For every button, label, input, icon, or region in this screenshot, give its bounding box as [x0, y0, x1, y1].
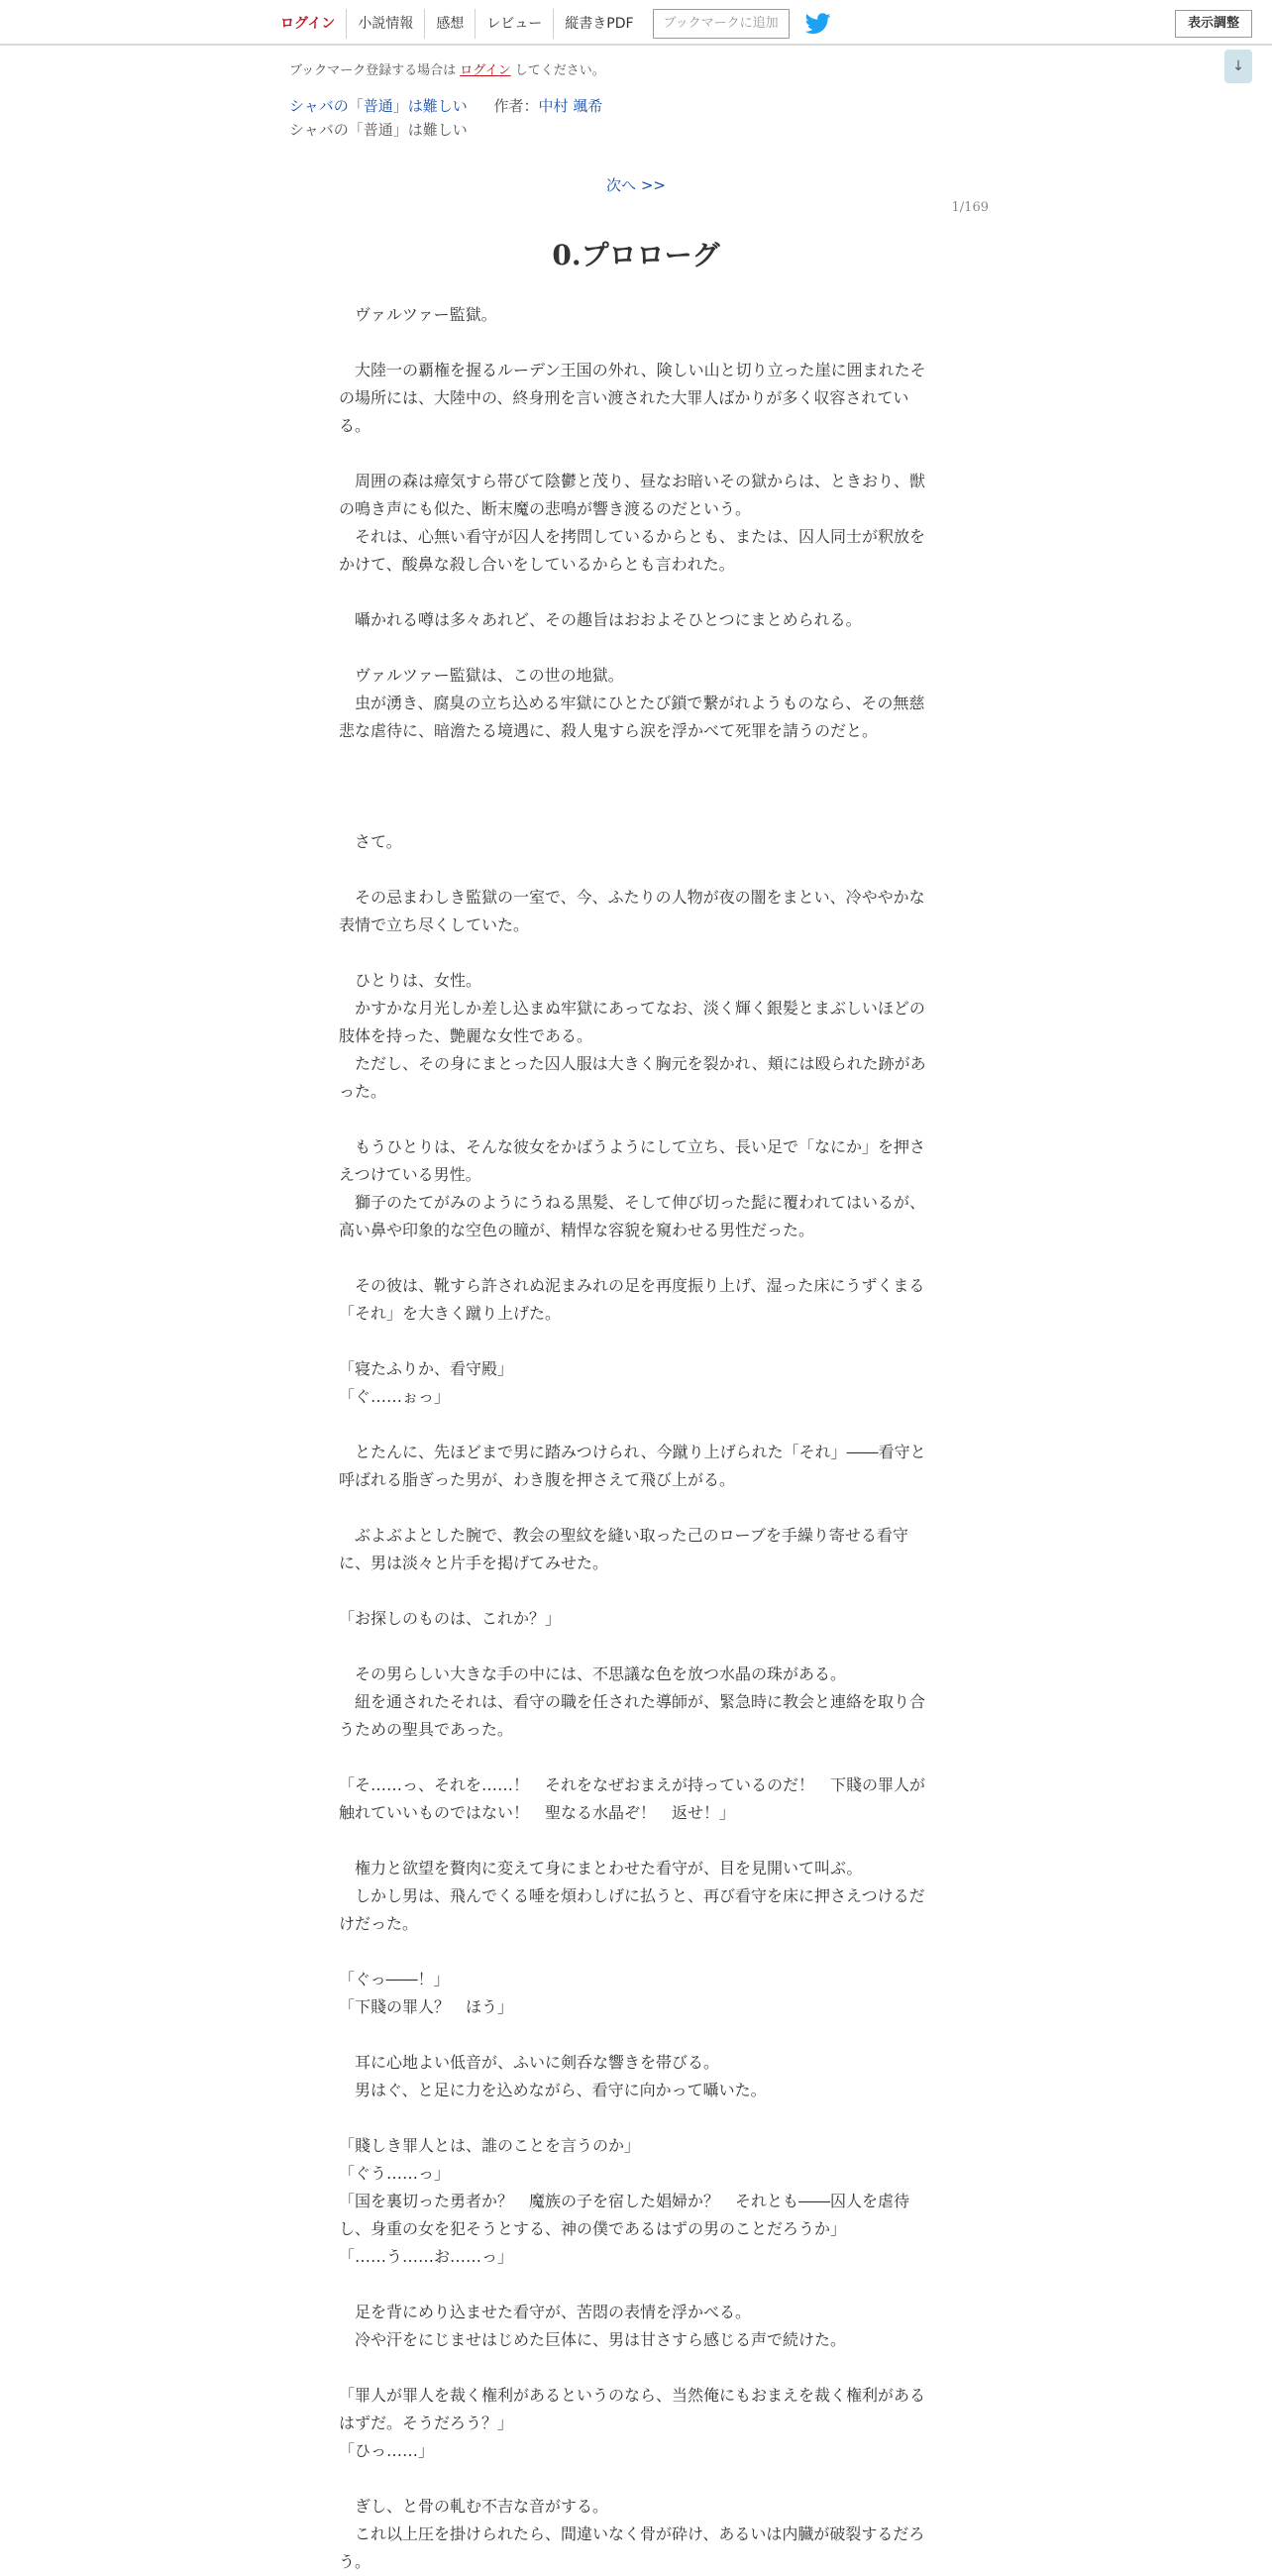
body-paragraph: 「……う……お……っ」	[339, 2247, 514, 2266]
body-paragraph	[339, 1411, 929, 1439]
body-paragraph: 「寝たふりか、看守殿」	[339, 1359, 514, 1378]
body-paragraph: ぶよぶよとした腕で、教会の聖紋を縫い取った己のローブを手繰り寄せる看守に、男は淡々と片手を掲げてみせた。	[339, 1526, 908, 1572]
body-paragraph: 「ぐう……っ」	[339, 2164, 451, 2183]
body-paragraph: その男らしい大きな手の中には、不思議な色を放つ水晶の珠がある。	[339, 1664, 847, 1683]
body-paragraph	[339, 1328, 929, 1355]
chapter-title: 0.プロローグ	[552, 239, 720, 271]
body-paragraph: とたんに、先ほどまで男に踏みつけられ、今蹴り上げられた「それ」――看守と呼ばれる脂ぎった男が、わき腹を押さえて飛び上がる。	[339, 1443, 926, 1489]
body-paragraph: 「下賤の罪人？ ほう」	[339, 1997, 514, 2016]
body-paragraph: もうひとりは、そんな彼女をかばうようにして立ち、長い足で「なにか」を押さえつけている男性。	[339, 1137, 926, 1184]
body-paragraph: ぎし、と骨の軋む不吉な音がする。	[339, 2497, 609, 2516]
body-paragraph: しかし男は、飛んでくる唾を煩わしげに払うと、再び看守を床に押さえつけるだけだった。	[339, 1886, 925, 1933]
body-paragraph: 囁かれる噂は多々あれど、その趣旨はおおよそひとつにまとめられる。	[339, 610, 862, 629]
page-counter: 1/169	[951, 200, 989, 215]
add-bookmark-button[interactable]: ブックマークに追加	[653, 9, 790, 39]
top-navigation-bar	[0, 0, 1272, 46]
body-paragraph: これ以上圧を掛けられたら、間違いなく骨が砕け、あるいは内臓が破裂するだろう。	[339, 2524, 925, 2571]
body-paragraph	[339, 1494, 929, 1522]
body-paragraph	[339, 1827, 929, 1855]
body-paragraph: ただし、その身にまとった囚人服は大きく胸元を裂かれ、頬には殴られた跡があった。	[339, 1054, 926, 1101]
body-paragraph: ヴァルツァー監獄は、この世の地獄。	[339, 666, 624, 685]
body-paragraph: 「罪人が罪人を裁く権利があるというのなら、当然俺にもおまえを裁く権利があるはずだ。そうだろう？」	[339, 2386, 926, 2432]
body-paragraph: 足を背にめり込ませた看守が、苦悶の表情を浮かべる。	[339, 2303, 752, 2321]
body-paragraph: ひとりは、女性。	[339, 971, 482, 990]
twitter-bird-icon[interactable]	[805, 13, 831, 35]
author-label: 作者：	[493, 97, 539, 115]
body-paragraph	[339, 2021, 929, 2049]
body-paragraph: 紐を通されたそれは、看守の職を任された導師が、緊急時に教会と連絡を取り合うための聖具であった。	[339, 1692, 926, 1739]
nav-review-link[interactable]: レビュー	[475, 9, 553, 39]
body-paragraph: その忌まわしき監獄の一室で、今、ふたりの人物が夜の闇をまとい、冷ややかな表情で立ち尽くしていた。	[339, 888, 925, 934]
body-paragraph: 男はぐ、と足に力を込めながら、看守に向かって囁いた。	[339, 2081, 767, 2099]
body-paragraph	[339, 440, 929, 468]
chapter-group-title: シャバの「普通」は難しい	[289, 121, 468, 139]
body-paragraph: 大陸一の覇権を握るルーデン王国の外れ、険しい山と切り立った崖に囲まれたその場所には、大陸中の、終身刑を言い渡された大罪人ばかりが多く収容されている。	[339, 361, 926, 435]
main-nav	[269, 8, 831, 40]
body-paragraph	[339, 801, 929, 828]
body-paragraph: ヴァルツァー監獄。	[339, 305, 497, 324]
body-paragraph: 冷や汗をにじませはじめた巨体に、男は甘さすら感じる声で続けた。	[339, 2330, 847, 2349]
body-paragraph	[339, 634, 929, 662]
body-paragraph	[339, 745, 929, 773]
body-paragraph: 「賤しき罪人とは、誰のことを言うのか」	[339, 2136, 641, 2155]
body-paragraph	[339, 2354, 929, 2382]
notice-suffix: してください。	[514, 63, 605, 78]
body-paragraph	[339, 1633, 929, 1661]
chapter-body	[339, 301, 929, 2576]
body-paragraph: 「そ……っ、それを……！ それをなぜおまえが持っているのだ！ 下賤の罪人が触れていいものではない！ 聖なる水晶ぞ！ 返せ！」	[339, 1775, 926, 1822]
body-paragraph	[339, 2271, 929, 2299]
body-paragraph: 「お探しのものは、これか？」	[339, 1609, 562, 1628]
body-paragraph: 虫が湧き、腐臭の立ち込める牢獄にひとたび鎖で繋がれようものなら、その無慈悲な虐待に、暗澹たる境遇に、殺人鬼すら涙を浮かべて死罪を請うのだと。	[339, 694, 925, 740]
notice-prefix: ブックマーク登録する場合は	[289, 63, 457, 78]
body-paragraph	[339, 939, 929, 967]
body-paragraph	[339, 579, 929, 606]
body-paragraph	[339, 773, 929, 801]
body-paragraph	[339, 1744, 929, 1771]
body-paragraph: かすかな月光しか差し込まぬ牢獄にあってなお、淡く輝く銀髪とまぶしいほどの肢体を持った、艶麗な女性である。	[339, 999, 925, 1045]
nav-impressions-link[interactable]: 感想	[424, 9, 475, 39]
novel-title-link[interactable]: シャバの「普通」は難しい	[289, 97, 468, 115]
novel-info	[289, 95, 602, 116]
body-paragraph: 耳に心地よい低音が、ふいに剣呑な響きを帯びる。	[339, 2053, 720, 2072]
bookmark-login-notice	[289, 59, 605, 78]
display-settings-button[interactable]: 表示調整	[1175, 10, 1252, 38]
body-paragraph	[339, 2104, 929, 2132]
body-paragraph: 権力と欲望を贅肉に変えて身にまとわせた看守が、目を見開いて叫ぶ。	[339, 1859, 863, 1878]
body-paragraph	[339, 1106, 929, 1133]
body-paragraph: 「ぐ……ぉっ」	[339, 1387, 451, 1406]
nav-vertical-pdf-link[interactable]: 縦書きPDF	[553, 9, 644, 39]
body-paragraph	[339, 2465, 929, 2493]
nav-login-link[interactable]: ログイン	[280, 16, 336, 32]
body-paragraph: 獅子のたてがみのようにうねる黒髪、そして伸び切った髭に覆われてはいるが、高い鼻や印象的な空色の瞳が、精悍な容貌を窺わせる男性だった。	[339, 1193, 926, 1239]
author-link[interactable]: 中村 颯希	[538, 97, 603, 115]
body-paragraph	[339, 1577, 929, 1605]
body-paragraph: それは、心無い看守が囚人を拷問しているからとも、または、囚人同士が釈放をかけて、酸鼻な殺し合いをしているからとも言われた。	[339, 527, 926, 574]
body-paragraph	[339, 856, 929, 884]
body-paragraph: 「ひっ……」	[339, 2441, 435, 2460]
body-paragraph: 「ぐっ――！」	[339, 1970, 450, 1988]
notice-login-link[interactable]: ログイン	[460, 63, 511, 78]
body-paragraph: その彼は、靴すら許されぬ泥まみれの足を再度振り上げ、湿った床にうずくまる「それ」を大きく蹴り上げた。	[339, 1276, 925, 1323]
body-paragraph: さて。	[339, 832, 402, 851]
nav-novel-info-link[interactable]: 小説情報	[346, 9, 424, 39]
body-paragraph	[339, 1938, 929, 1966]
next-page-link[interactable]: 次へ >>	[606, 176, 666, 194]
body-paragraph	[339, 1244, 929, 1272]
body-paragraph: 周囲の森は瘴気すら帯びて陰鬱と茂り、昼なお暗いその獄からは、ときおり、獣の鳴き声にも似た、断末魔の悲鳴が響き渡るのだという。	[339, 472, 926, 518]
body-paragraph	[339, 329, 929, 357]
body-paragraph: 「国を裏切った勇者か？ 魔族の子を宿した娼婦か？ それとも――囚人を虐待し、身重の女を犯そうとする、神の僕であるはずの男のことだろうか」	[339, 2192, 910, 2238]
scroll-down-arrow-icon[interactable]: ↓	[1224, 50, 1252, 83]
